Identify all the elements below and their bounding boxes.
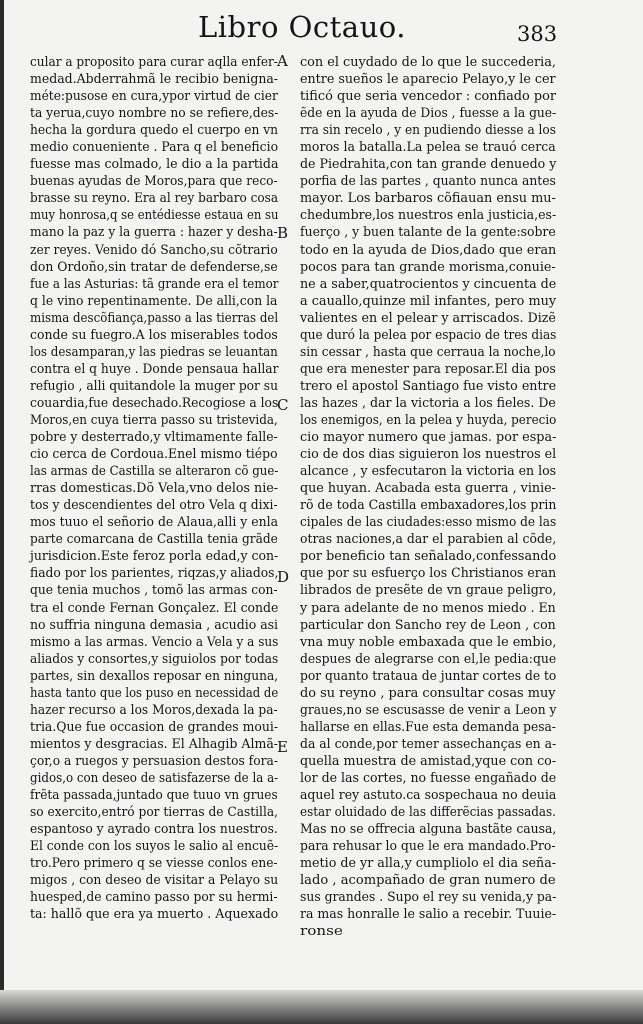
text-line: contra el q huye . Donde pensaua hallar [30,361,279,377]
text-line: aliados y consortes,y siguiolos por todas [30,651,279,667]
text-line: con el cuydado de lo que le succederia, [300,55,556,70]
text-line: don Ordoño,sin tratar de defenderse,se [30,259,278,275]
text-line: tificó que seria vencedor : confiado por [300,89,557,105]
text-line: gidos,o con deseo de satisfazerse de la a- [30,770,279,786]
text-line: q le vino repentinamente. De alli,con la [30,293,278,309]
text-line: de Piedrahita,con tan grande denuedo y [300,157,557,173]
text-line: lado , acompañado de gran numero de [300,873,556,889]
text-line: vna muy noble embaxada que le embio, [300,634,557,650]
text-line: sus grandes . Supo el rey su venida,y pa- [300,890,557,906]
text-line: cipales de las ciudades:esso mismo de las [300,515,557,531]
text-line: para rehusar lo que le era mandado.Pro- [300,839,556,855]
text-line: las armas de Castilla se alteraron cõ gue- [30,464,279,480]
text-line: y para adelante de no menos miedo . En [300,600,556,616]
text-line: muy honrosa,q se entédiesse estaua en su [30,208,279,224]
text-line: otras naciones,a dar el parabien al cõde, [300,532,557,548]
text-line: cio cerca de Cordoua.Enel mismo tiépo [30,447,278,463]
text-line: cio de dos dias siguieron los nuestros el [300,447,557,463]
text-line: espantoso y ayrado contra los nuestros. [30,822,278,838]
text-line: todo en la ayuda de Dios,dado que eran [300,242,557,258]
text-line: cio mayor numero que jamas. por espa- [300,430,557,446]
text-line: pobre y desterrado,y vltimamente falle- [30,430,278,446]
text-line: hasta tanto que los puso en necessidad de [30,685,279,701]
text-line: alcance , y esfecutaron la victoria en los [300,464,557,480]
text-line: que duró la pelea por espacio de tres dias [300,327,557,343]
text-line: cular a proposito para curar aqlla enfer- [30,55,278,70]
page-number: 383 [517,22,558,46]
text-line: los enemigos, en la pelea y huyda, perecio [300,412,557,428]
text-line: lor de las cortes, no fuesse engañado de [300,770,557,786]
text-line: fuerço , y buen talante de la gente:sobre [300,225,556,241]
left-text-column [30,54,278,923]
text-line: particular don Sancho rey de Leon , con [300,617,556,633]
text-line: hallarse en ellas.Fue esta demanda pesa- [300,719,556,735]
text-line: los desamparan,y las piedras se leuantan [30,344,278,360]
text-line: çor,o a ruegos y persuasion destos fora- [30,753,278,769]
text-line: fue a las Asturias: tã grande era el temor [30,276,279,292]
text-line: parte comarcana de Castilla tenia grãde [30,532,278,548]
text-line: ne a saber,quatrocientos y cincuenta de [300,276,557,292]
text-line: zer reyes. Venido dó Sancho,su cõtrario [30,242,278,258]
text-line: medad.Abderrahmã le recibio benigna- [30,72,279,88]
text-line: por beneficio tan señalado,confessando [300,549,557,565]
text-line: brasse su reyno. Era al rey barbaro cosa [30,191,279,207]
text-line: tos y descendientes del otro Vela q dixi- [30,498,278,514]
text-line: despues de alegrarse con el,le pedia:que [300,651,557,667]
text-line: ẽde en la ayuda de Dios , fuesse a la gue- [300,106,557,122]
text-line: fiado por los parientes, riqzas,y aliados, [30,566,279,582]
text-line: partes, sin dexallos reposar en ninguna, [30,668,279,684]
text-line: sin cessar , hasta que cerraua la noche,lo [300,344,556,360]
text-line: jurisdicion.Este feroz porla edad,y con- [30,549,279,565]
text-line: ta: hallõ que era ya muerto . Aquexado [30,907,279,923]
text-line: rõ de toda Castilla embaxadores,los prin [300,498,557,514]
text-line: tria.Que fue occasion de grandes moui- [30,719,279,735]
text-line: mismo a las armas. Vencio a Vela y a sus [30,634,279,650]
text-line: tra el conde Fernan Gonçalez. El conde [30,600,279,616]
text-line: fuesse mas colmado, le dio a la partida [30,157,279,173]
text-line: mos tuuo el señorio de Alaua,alli y enla [30,515,279,531]
margin-marker-d: D [277,568,290,586]
text-line: couardia,fue desechado.Recogiose a los [30,395,279,411]
text-line: moros la batalla.La pelea se trauó cerca [300,140,556,156]
right-text-column [300,54,556,940]
text-line: librados de presẽte de vn graue peligro, [300,583,557,599]
text-line: rras domesticas.Dõ Vela,vno delos nie- [30,481,279,497]
margin-marker-a: A [277,52,288,70]
page-edge-shadow [0,990,643,1024]
text-line: refugio , alli quitandole la muger por su [30,378,278,394]
text-line: entre sueños le aparecio Pelayo,y le cer [300,72,556,88]
text-line: chedumbre,los nuestros enla justicia,es- [300,208,557,224]
text-line: pocos para tan grande morisma,conuie- [300,259,556,275]
margin-marker-e: E [277,738,288,756]
text-line: porfia de las partes , quanto nunca antes [300,174,556,190]
text-line: graues,no se escusasse de venir a Leon y [300,702,557,718]
margin-marker-b: B [277,224,289,242]
text-line: mano la paz y la guerra : hazer y desha- [30,225,278,241]
text-line: que por su esfuerço los Christianos eran [300,566,557,582]
text-line: ronse [300,924,343,940]
text-line: a cauallo,quinze mil infantes, pero muy [300,293,557,309]
text-line: misma descõfiança,passo a las tierras del [30,310,279,326]
page-header [0,6,643,46]
text-line: valientes en el pelear y arriscados. Dizẽ [300,310,556,326]
text-line: que era menester para reposar.El dia pos [300,361,556,377]
text-line: ra mas honralle le salio a recebir. Tuuie- [300,907,557,923]
text-line: so exercito,entró por tierras de Castilla, [30,805,279,821]
text-line: medio conueniente . Para q el beneficio [30,140,279,156]
text-line: que tenia muchos , tomõ las armas con- [30,583,278,599]
text-line: ta yerua,cuyo nombre no se refiere,des- [30,106,279,122]
text-line: por quanto trataua de juntar cortes de to [300,668,557,684]
text-line: mayor. Los barbaros cõfiauan ensu mu- [300,191,556,207]
text-line: huesped,de camino passo por su hermi- [30,890,278,906]
text-line: trero el apostol Santiago fue visto entre [300,378,557,394]
text-line: metio de yr alla,y cumpliolo el dia seña- [300,856,557,872]
text-line: no suffria ninguna demasia , acudio asi [30,617,279,633]
text-line: conde su fuegro.A los miserables todos [30,327,278,343]
text-line: tro.Pero primero q se viesse conlos ene- [30,856,278,872]
text-line: do su reyno , para consultar cosas muy [300,685,556,701]
text-line: hecha la gordura quedo el cuerpo en vn [30,123,279,139]
running-title: Libro Octauo. [198,10,406,44]
text-line: aquel rey astuto.ca sospechaua no deuia [300,788,557,804]
margin-marker-c: C [277,396,289,414]
text-line: hazer recurso a los Moros,dexada la pa- [30,702,278,718]
text-line: mientos y desgracias. El Alhagib Almã- [30,736,279,752]
text-line: El conde con los suyos le salio al encuẽ- [30,839,279,855]
text-line: las hazes , dar la victoria a los fieles. De [300,395,556,411]
text-line: méte:pusose en cura,ypor virtud de cier [30,89,278,105]
text-line: rra sin recelo , y en pudiendo diesse a los [300,123,556,139]
text-line: quella muestra de amistad,yque con co- [300,753,557,769]
text-line: da al conde,por temer assechanças en a- [300,736,557,752]
text-line: Mas no se offrecia alguna bastãte causa, [300,822,557,838]
text-line: migos , con deseo de visitar a Pelayo su [30,873,279,889]
text-line: estar oluidado de las differẽcias passadas. [300,805,556,821]
text-line: frẽta passada,juntado que tuuo vn grues [30,788,278,804]
text-line: buenas ayudas de Moros,para que reco- [30,174,278,190]
text-line: que huyan. Acabada esta guerra , vinie- [300,481,556,497]
text-line: Moros,en cuya tierra passo su tristevida, [30,412,278,428]
